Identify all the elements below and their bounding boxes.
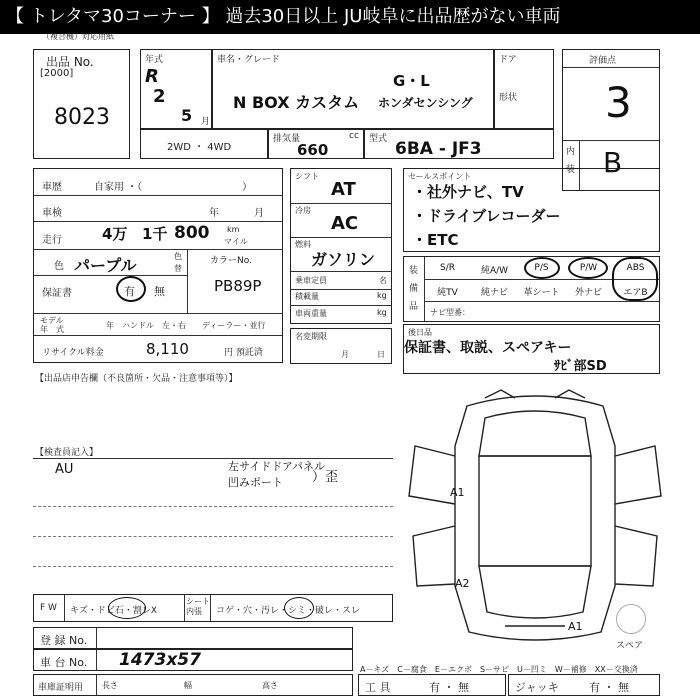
name-change-box: [290, 328, 392, 364]
model-box: [212, 49, 494, 129]
equip-label-3: 品: [409, 302, 419, 312]
door-box: [494, 49, 554, 129]
name-change-unit: 月: [341, 350, 349, 359]
fuel-value: ガソリン: [311, 250, 376, 269]
inspector-note-2a: 左サイドドアパネル: [228, 460, 326, 473]
jack-label: ジャッキ: [515, 681, 559, 694]
load-label: 積載量: [295, 292, 319, 301]
inspector-label: 【検査員記入】: [35, 448, 99, 458]
damage-legend: A－キズ C－腐食 E－エクボ S－サビ U－凹ミ W－補修 XX－交換済: [360, 665, 638, 674]
interior-label-2: 装: [566, 165, 576, 175]
year-month: 5: [181, 106, 193, 125]
color-value: パープル: [74, 256, 137, 275]
model-grade-2: ホンダセンシング: [378, 96, 473, 110]
circle-pw: [568, 257, 608, 279]
drive-label: 2WD ・ 4WD: [167, 142, 232, 153]
equip-leather: 革シート: [523, 288, 560, 298]
mileage-man: 4万: [102, 225, 128, 243]
top-note: （複合機）対応用紙: [42, 32, 114, 41]
equip-aw: 純A/W: [480, 266, 509, 276]
displacement-box: [268, 129, 364, 159]
sheet-circle: [284, 597, 314, 619]
year-value: 2: [153, 86, 166, 107]
score-label: 評価点: [589, 56, 617, 66]
warranty-no: 無: [154, 285, 165, 298]
rear-line-2: ｻﾋﾞ部SD: [554, 359, 607, 374]
capacity-unit: 名: [379, 276, 387, 285]
displacement-value: 660: [297, 141, 329, 159]
weight-unit: kg: [377, 308, 387, 317]
fw-items: キズ・ドビ石・割レX: [70, 606, 157, 616]
registration-row: [33, 627, 353, 649]
capacity-label: 乗車定員: [295, 276, 327, 285]
certificate-height: 高さ: [262, 681, 278, 690]
chassis-label: 車 台 No.: [40, 656, 88, 669]
recycle-label: リサイクル料金: [42, 348, 104, 358]
model-label: 車名・グレード: [217, 55, 281, 65]
equipment-box: [403, 256, 660, 322]
aircon-value: AC: [331, 213, 359, 234]
model-year-label-2: 年 式: [40, 325, 64, 334]
warranty-label: 保証書: [42, 288, 72, 299]
equip-ps: P/S: [534, 263, 549, 273]
warranty-circle: [116, 276, 146, 302]
type-value: 6BA - JF3: [395, 139, 482, 159]
door-label: ドア: [499, 55, 517, 65]
equip-label-2: 備: [409, 284, 419, 294]
tools-label: 工 具: [365, 681, 391, 694]
history-value: 自家用 ・（ ）: [94, 182, 253, 193]
door-shape-label: 形状: [499, 93, 518, 103]
shift-label: シフト: [295, 172, 319, 181]
recycle-value: 8,110: [146, 340, 189, 358]
equip-airbag: エアB: [623, 288, 648, 298]
sales-box: [403, 168, 660, 252]
sales-line-2: ・ドライブレコーダー: [412, 207, 561, 225]
inspector-note-2-suffix: ）歪: [312, 470, 339, 485]
sales-line-3: ・ETC: [412, 231, 459, 249]
model-grade-1: G・L: [393, 72, 430, 90]
mileage-unit-mile: マイル: [224, 237, 248, 246]
inspection-month: 月: [254, 208, 264, 219]
lot-stamp: [2000]: [40, 68, 74, 79]
rear-label: 後日品: [408, 328, 432, 337]
equip-abs: ABS: [626, 263, 645, 273]
navi-model-label: ナビ型番：: [430, 308, 470, 317]
drive-box: [140, 129, 268, 159]
name-change-unit-2: 日: [377, 350, 385, 359]
certificate-width: 幅: [184, 681, 192, 690]
year-box: [140, 49, 212, 129]
rear-box: [403, 324, 660, 374]
certificate-length: 長さ: [102, 681, 118, 690]
inspection-label: 車検: [42, 208, 62, 219]
sheet-label: シート 内張: [186, 597, 210, 616]
score-value: 3: [605, 78, 632, 127]
equip-tv: 純TV: [437, 288, 458, 298]
history-box: [33, 168, 283, 363]
fw-circle: [108, 597, 146, 619]
fuel-label: 燃料: [295, 240, 311, 249]
chassis-row: [33, 649, 353, 671]
sales-label: セールスポイント: [408, 172, 472, 181]
certificate-row: [33, 674, 353, 696]
equip-ext-navi: 外ナビ: [574, 288, 602, 298]
inspector-note-2b: 凹みポート: [228, 476, 283, 489]
lot-label: 出品 No.: [46, 55, 94, 69]
model-year-text: 年 ハンドル 左・右 ディーラー・並行: [106, 321, 266, 330]
type-label: 型式: [369, 134, 388, 144]
mileage-label: 走行: [42, 235, 62, 246]
registration-label: 登 録 No.: [40, 634, 88, 647]
color-change-1: 色: [174, 252, 182, 261]
circle-ps: [524, 257, 560, 279]
certificate-label: 車庫証明用: [38, 683, 84, 693]
color-change-2: 替: [174, 264, 182, 273]
equip-sr: S/R: [440, 263, 455, 273]
aircon-label: 冷房: [295, 206, 311, 215]
banner: 【 トレタマ30コーナー 】 過去30日以上 JU岐阜に出品歴がない車両: [0, 0, 700, 34]
equip-label-1: 装: [409, 266, 419, 276]
year-era: R: [145, 66, 159, 87]
chassis-value: 1473x57: [119, 650, 201, 670]
load-unit: kg: [377, 291, 387, 300]
spare-label: スペア: [616, 641, 644, 651]
equip-pw: P/W: [579, 263, 598, 273]
sales-line-1: ・社外ナビ、TV: [412, 183, 524, 201]
equip-navi: 純ナビ: [480, 288, 508, 298]
mileage-sen: 1千: [142, 225, 168, 243]
color-label: 色: [54, 261, 64, 272]
warranty-yes: 有: [124, 285, 135, 298]
jack-row: [508, 674, 660, 696]
month-unit: 月: [201, 117, 211, 127]
interior-score: B: [603, 146, 623, 179]
recycle-unit: 円 預託済: [224, 348, 263, 358]
damage-a1-right: A1: [568, 620, 583, 633]
damage-a1-left: A1: [450, 486, 465, 499]
mileage-unit-km: km: [227, 225, 240, 234]
color-no-value: PB89P: [214, 277, 262, 295]
shift-value: AT: [331, 179, 356, 200]
lot-number: 8023: [54, 105, 110, 130]
displacement-unit: cc: [349, 131, 359, 141]
inspector-note-1: AU: [55, 462, 74, 477]
tools-row: [358, 674, 506, 696]
weight-label: 車両重量: [295, 309, 327, 318]
year-label: 年式: [145, 55, 164, 65]
interior-label-1: 内: [566, 147, 576, 157]
spec-box: [290, 168, 392, 324]
inspection-year: 年: [209, 208, 219, 219]
fw-label: F W: [40, 603, 57, 613]
model-year-label-1: モデル: [40, 316, 64, 325]
color-no-label: カラーNo.: [210, 256, 252, 266]
displacement-label: 排気量: [273, 134, 301, 144]
tools-value: 有 ・ 無: [429, 681, 469, 694]
sheet-items: コゲ・穴・汚レ・シミ・破レ・スレ: [216, 606, 361, 616]
seller-notes-label: 【出品店申告欄（不良箇所・欠品・注意事項等）】: [35, 374, 238, 384]
type-box: [364, 129, 554, 159]
jack-value: 有 ・ 無: [589, 681, 629, 694]
lot-box: [33, 49, 130, 159]
fw-row: [33, 594, 393, 622]
rear-line-1: 保証書、取説、スペアキー: [404, 340, 572, 356]
spare-tire-icon: [616, 604, 646, 634]
damage-a2: A2: [455, 577, 470, 590]
auction-sheet: [0, 34, 700, 700]
name-change-label: 名変期限: [295, 332, 327, 341]
mileage-rest: 800: [174, 223, 210, 243]
model-name: N BOX カスタム: [233, 93, 360, 112]
history-label: 車歴: [42, 182, 62, 193]
circle-abs-airbag: [612, 257, 658, 301]
